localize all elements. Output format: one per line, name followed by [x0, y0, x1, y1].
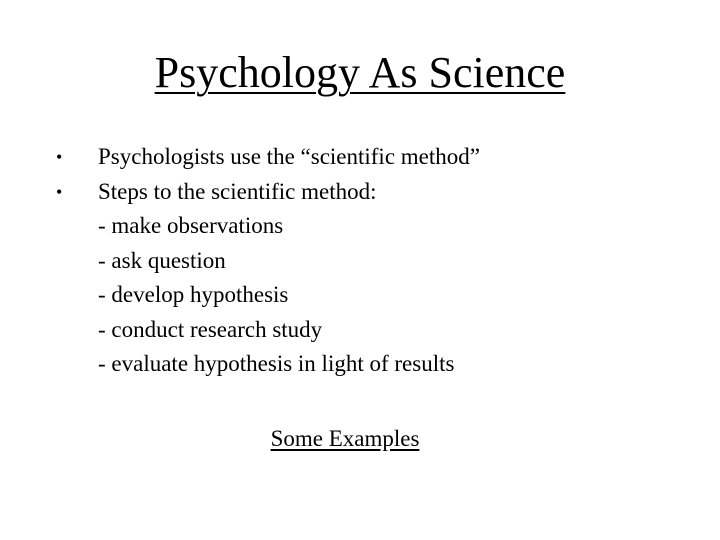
bullet-icon: • [56, 181, 63, 202]
bullet-item [56, 175, 480, 382]
step-item: - ask question [98, 247, 226, 273]
bullet-text: Psychologists use the “scientific method” [98, 144, 480, 169]
bullet-icon: • [56, 147, 63, 167]
steps-list [98, 209, 480, 382]
bullet-list [56, 140, 480, 382]
bullet-text: Steps to the scientific method: [98, 178, 377, 204]
step-item: - develop hypothesis [98, 282, 289, 307]
step-item: - make observations [98, 213, 284, 238]
bullet-item [56, 140, 480, 175]
step-item: - conduct research study [98, 316, 323, 342]
slide-title: Psychology As Science [154, 48, 566, 97]
some-examples-link[interactable]: Some Examples [270, 426, 420, 451]
step-item: - evaluate hypothesis in light of results [98, 351, 455, 376]
